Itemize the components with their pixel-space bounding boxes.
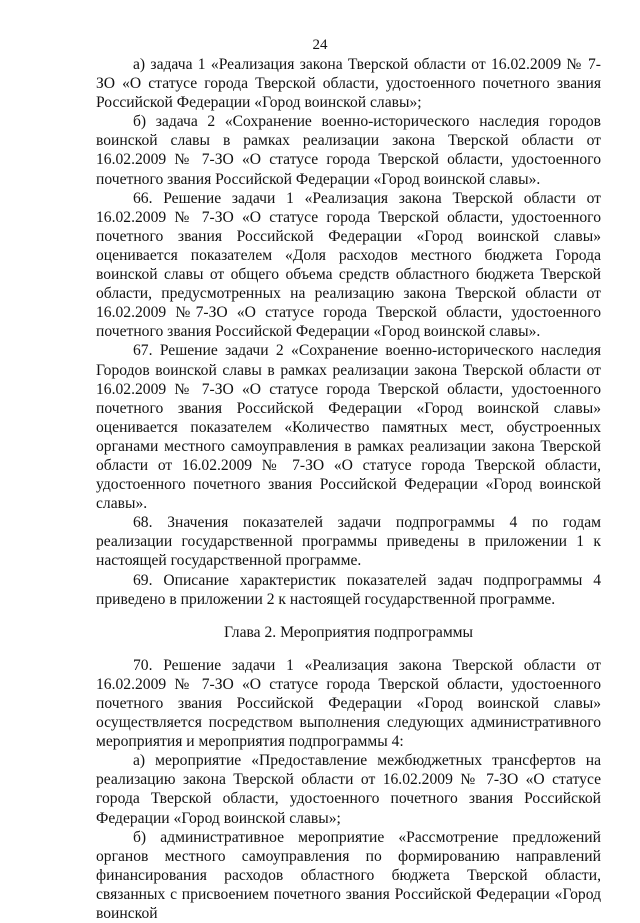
measure-b-paragraph: б) административное мероприятие «Рассмотрение предложений органов местного самоуправления по формированию направлений финансирования расходов областного бюджета Тверской области, связанных с присвоением почетного звания Российской Федерации «Город воинской <box>96 828 601 923</box>
measure-a-paragraph: а) мероприятие «Предоставление межбюджетных трансфертов на реализацию закона Тверской области от 16.02.2009 № 7-ЗО «О статусе города Тверской области, удостоенного почетного звания Российской Федерации «Город воинской славы»; <box>96 752 601 827</box>
clause-69-paragraph: 69. Описание характеристик показателей задач подпрограммы 4 приведено в приложении 2 к настоящей государственной программе. <box>96 571 601 608</box>
document-body <box>96 55 601 923</box>
page-number: 24 <box>312 37 328 53</box>
clause-66-paragraph: 66. Решение задачи 1 «Реализация закона Тверской области от 16.02.2009 № 7-ЗО «О статусе города Тверской области, удостоенного почетного звания Российской Федерации «Город воинской славы» оценивается показателем «Доля расходов местного бюджета Города воинской славы от общего объема средств областного бюджета Тверской области, предусмотренных на реализацию закона Тверской области от 16.02.2009 №7-ЗО «О статусе города Тверской области, удостоенного почетного звания Российской Федерации «Город воинской славы». <box>96 189 601 341</box>
clause-68-paragraph: 68. Значения показателей задачи подпрограммы 4 по годам реализации государственной программы приведены в приложении 1 к настоящей государственной программе. <box>96 514 601 570</box>
subtask-b-paragraph: б) задача 2 «Сохранение военно-исторического наследия городов воинской славы в рамках реализации закона Тверской области от 16.02.2009 № 7-ЗО «О статусе города Тверской области, удостоенного почетного звания Российской Федерации «Город воинской славы». <box>96 113 601 188</box>
clause-67-paragraph: 67. Решение задачи 2 «Сохранение военно-исторического наследия Городов воинской славы в рамках реализации закона Тверской области от 16.02.2009 № 7-ЗО «О статусе города Тверской области, удостоенного почетного звания Российской Федерации «Город воинской славы» оценивается показателем «Количество памятных мест, обустроенных органами местного самоуправления в рамках реализации закона Тверской области от 16.02.2009 № 7-ЗО «О статусе города Тверской области, удостоенного почетного звания Российской Федерации «Город воинской славы». <box>96 342 601 513</box>
chapter-heading: Глава 2. Мероприятия подпрограммы <box>223 623 474 641</box>
clause-70-paragraph: 70. Решение задачи 1 «Реализация закона Тверской области от 16.02.2009 № 7-ЗО «О статусе города Тверской области, удостоенного почетного звания Российской Федерации «Город воинской славы» осуществляется посредством выполнения следующих административного мероприятия и мероприятия подпрограммы 4: <box>96 656 601 751</box>
subtask-a-paragraph: а) задача 1 «Реализация закона Тверской области от 16.02.2009 № 7-ЗО «О статусе города Тверской области, удостоенного почетного звания Российской Федерации «Город воинской славы»; <box>96 56 601 112</box>
